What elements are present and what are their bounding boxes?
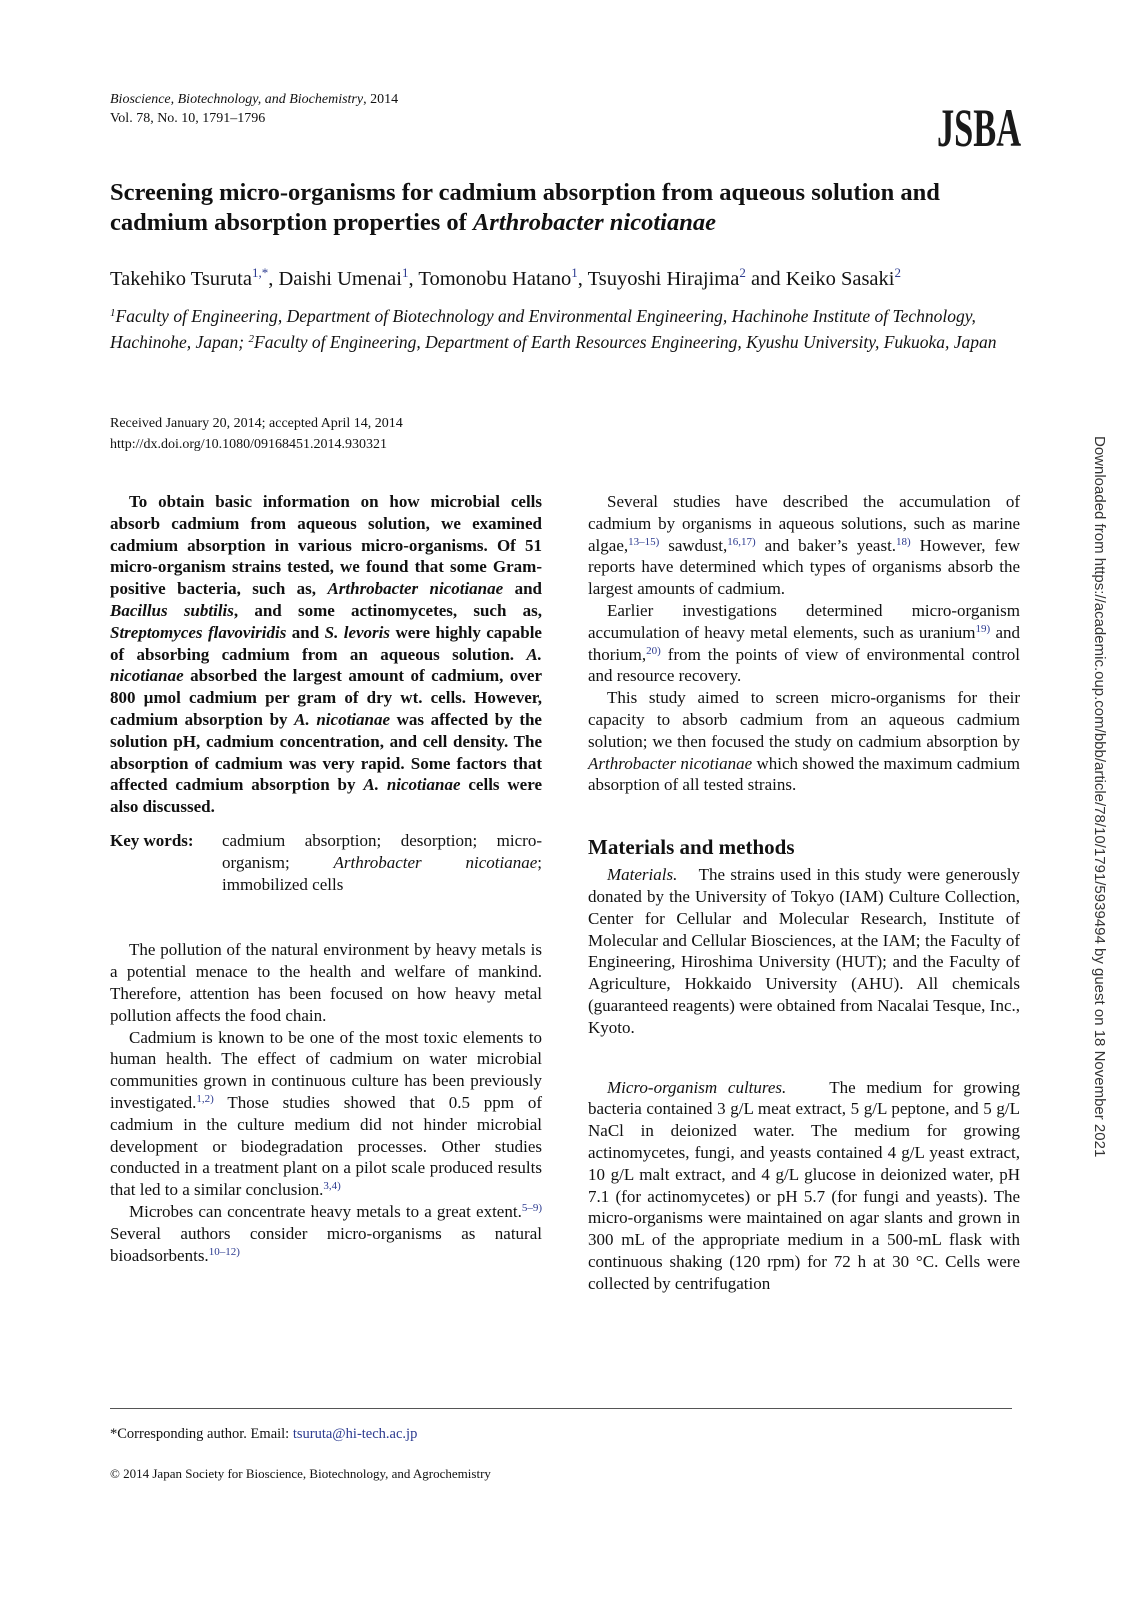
intro-paragraph: Several studies have described the accumulation of cadmium by organisms in aqueous solutions, such as marine algae,$^{13-15)}$ sawdust,$^{16,17)}$ and baker’s yeast.$^{18)}$ However, few reports have determined which types of organisms absorb the largest amounts of cadmium. [588,492,1021,599]
organism-name: A. nicotianae [294,709,391,729]
title-organism: Arthrobacter nicotianae [472,209,716,236]
journal-volume: Vol. 78, No. 10, 1791–1796 [110,111,266,126]
reference-link[interactable]: 13–15) [628,535,660,548]
footnote-rule [110,1408,1012,1409]
received-dates: Received January 20, 2014; accepted April 14, 2014 [110,416,403,431]
organism-name: S. levoris [324,622,391,642]
organism-name: Bacillus subtilis [110,600,234,620]
reference-link[interactable]: 16,17) [727,535,756,548]
affiliation-mark: 1 [110,307,116,319]
organism-name: Arthrobacter nicotianae [327,579,504,599]
author-affiliation-mark[interactable]: 1 [401,265,409,280]
organism-name: A. nicotianae [110,644,542,686]
author-name: Takehiko Tsuruta [110,268,252,290]
intro-paragraph: Microbes can concentrate heavy metals to a great extent.$^{5-9)}$ Several authors consider micro-organisms as natural bioadsorbents.$^{10-12)}$ [110,1201,542,1265]
organism-name: A. nicotianae [363,775,461,795]
affiliation-mark: 2 [248,333,255,345]
organism-name: Streptomyces flavoviridis [110,622,287,642]
article-title [110,178,1010,238]
reference-link[interactable]: 18) [896,535,911,548]
journal-citation [110,90,398,109]
intro-paragraph: Earlier investigations determined micro-organism accumulation of heavy metal elements, such as uranium$^{19)}$ and thorium,$^{20)}$ from the points of view of environmental control and resource recovery. [588,600,1021,686]
methods-paragraph: Micro-organism cultures. The medium for growing bacteria contained 3 g/L meat extract, 5 g/L peptone, and 5 g/L NaCl in deionized water. The medium for growing actinomycetes, fungi, and yeasts contained 4 g/L yeast extract, 10 g/L malt extract, and 4 g/L glucose in deionized water, pH 7.1 (for actinomycetes) or pH 5.7 (for fungi and yeasts). The micro-organisms were maintained on agar slants and grown in 300 mL of the appropriate medium in a 500-mL flask with continuous shaking (120 rpm) for 72 h at 30 °C. Cells were collected by centrifugation [588,1077,1020,1293]
reference-link[interactable]: 1,2) [196,1092,214,1105]
organism-name: Arthrobacter nicotianae [588,753,753,773]
author-list [110,260,901,292]
reference-link[interactable]: 5–9) [521,1201,542,1214]
intro-paragraph: Cadmium is known to be one of the most toxic elements to human health. The effect of cadmium on water microbial communities grown in continuous culture has been previously investigated.$^{1,2)}$ Those studies showed that 0.5 ppm of cadmium in the culture medium did not hinder microbial development or biodegradation processes. Other studies conducted in a treatment plant on a pilot scale produced results that led to a similar conclusion.$^{3,4)}$ [110,1027,542,1200]
copyright-notice: © 2014 Japan Society for Bioscience, Biotechnology, and Agrochemistry [110,1466,491,1481]
reference-link[interactable]: 10–12) [208,1245,240,1258]
author-separator: and [745,268,786,290]
reference-link[interactable]: 3,4) [323,1180,341,1193]
doi-link[interactable]: http://dx.doi.org/10.1080/09168451.2014.930321 [110,437,388,452]
download-sidebar [1088,436,1112,1156]
author-affiliation-mark[interactable]: 2 [739,265,746,280]
author-name: Keiko Sasaki [785,268,895,290]
right-column [588,491,1020,1295]
journal-header [110,90,398,128]
author-affiliation-mark[interactable]: 1,* [251,265,269,280]
subsection-heading: Materials. [607,865,678,885]
author-name: Daishi Umenai [278,268,402,290]
methods-paragraph: Materials. The strains used in this study were generously donated by the University of Tokyo (IAM) Culture Collection, Center for Cellular and Molecular Research, Institute of Molecular and Cellular Biosciences, at the IAM; the Faculty of Engineering, Hiroshima University (HUT); and the Faculty of Agriculture, Hokkaido University (AHU). All chemicals (guaranteed reagents) were obtained from Nacalai Tesque, Inc., Kyoto. [588,865,1021,1037]
author-separator: , [268,268,279,290]
corresponding-author: *Corresponding author. Email: tsuruta@hi-tech.ac.jp [110,1426,418,1442]
affiliations [110,302,1010,354]
subsection-heading: Micro-organism cultures. [607,1077,787,1097]
author-affiliation-mark[interactable]: 1 [571,265,578,280]
author-separator: , [408,268,419,290]
download-note: Downloaded from https://academic.oup.com/bbb/article/78/10/1791/5939494 by guest on 18 November 2021 [1091,436,1108,1158]
section-heading: Materials and methods [588,835,795,860]
affiliation-text: Faculty of Engineering, Department of Earth Resources Engineering, Kyushu University, Fukuoka, Japan [254,332,997,352]
received-info [110,413,403,455]
keywords-text: cadmium absorption; desorption; micro-organism; Arthrobacter nicotianae; immobilized cells [222,830,542,894]
intro-paragraph: This study aimed to screen micro-organisms for their capacity to absorb cadmium from an aqueous cadmium solution; we then focused the study on cadmium absorption by Arthrobacter nicotianae which showed the maximum cadmium absorption of all tested strains. [588,688,1020,795]
logo-text: JSBA [937,98,1022,158]
reference-link[interactable]: 20) [646,644,661,657]
author-name: Tsuyoshi Hirajima [587,268,740,290]
title-text: Screening micro-organisms for cadmium absorption from aqueous solution and cadmium absorption properties of [110,179,940,236]
affiliation-text: Faculty of Engineering, Department of Biotechnology and Environmental Engineering, Hachinohe Institute of Technology, Hachinohe, Japan; [110,306,976,352]
abstract: To obtain basic information on how microbial cells absorb cadmium from aqueous solution, we examined cadmium absorption in various micro-organisms. Of 51 micro-organism strains tested, we found that some Gram-positive bacteria, such as, Arthrobacter nicotianae and Bacillus subtilis, and some actinomycetes, such as, Streptomyces flavoviridis and S. levoris were highly capable of absorbing cadmium from an aqueous solution. A. nicotianae absorbed the largest amount of cadmium, over 800 µmol cadmium per gram of dry wt. cells. However, cadmium absorption by A. nicotianae was affected by the solution pH, cadmium concentration, and cell density. The absorption of cadmium was very rapid. Some factors that affected cadmium absorption by A. nicotianae cells were also discussed. [110,492,542,817]
keywords [110,830,542,895]
jsba-logo [936,96,1022,158]
author-affiliation-mark[interactable]: 2 [894,265,901,280]
author-separator: , [577,268,588,290]
left-column [110,491,542,1266]
journal-name: Bioscience, Biotechnology, and Biochemistry [110,92,364,107]
keywords-label: Key words: [110,830,194,850]
author-name: Tomonobu Hatano [418,268,572,290]
author-email-link[interactable]: tsuruta@hi-tech.ac.jp [292,1426,418,1442]
intro-paragraph: The pollution of the natural environment by heavy metals is a potential menace to the health and welfare of mankind. Therefore, attention has been focused on how heavy metal pollution affects the food chain. [110,940,542,1025]
journal-year: , 2014 [363,92,399,107]
reference-link[interactable]: 19) [975,622,991,635]
